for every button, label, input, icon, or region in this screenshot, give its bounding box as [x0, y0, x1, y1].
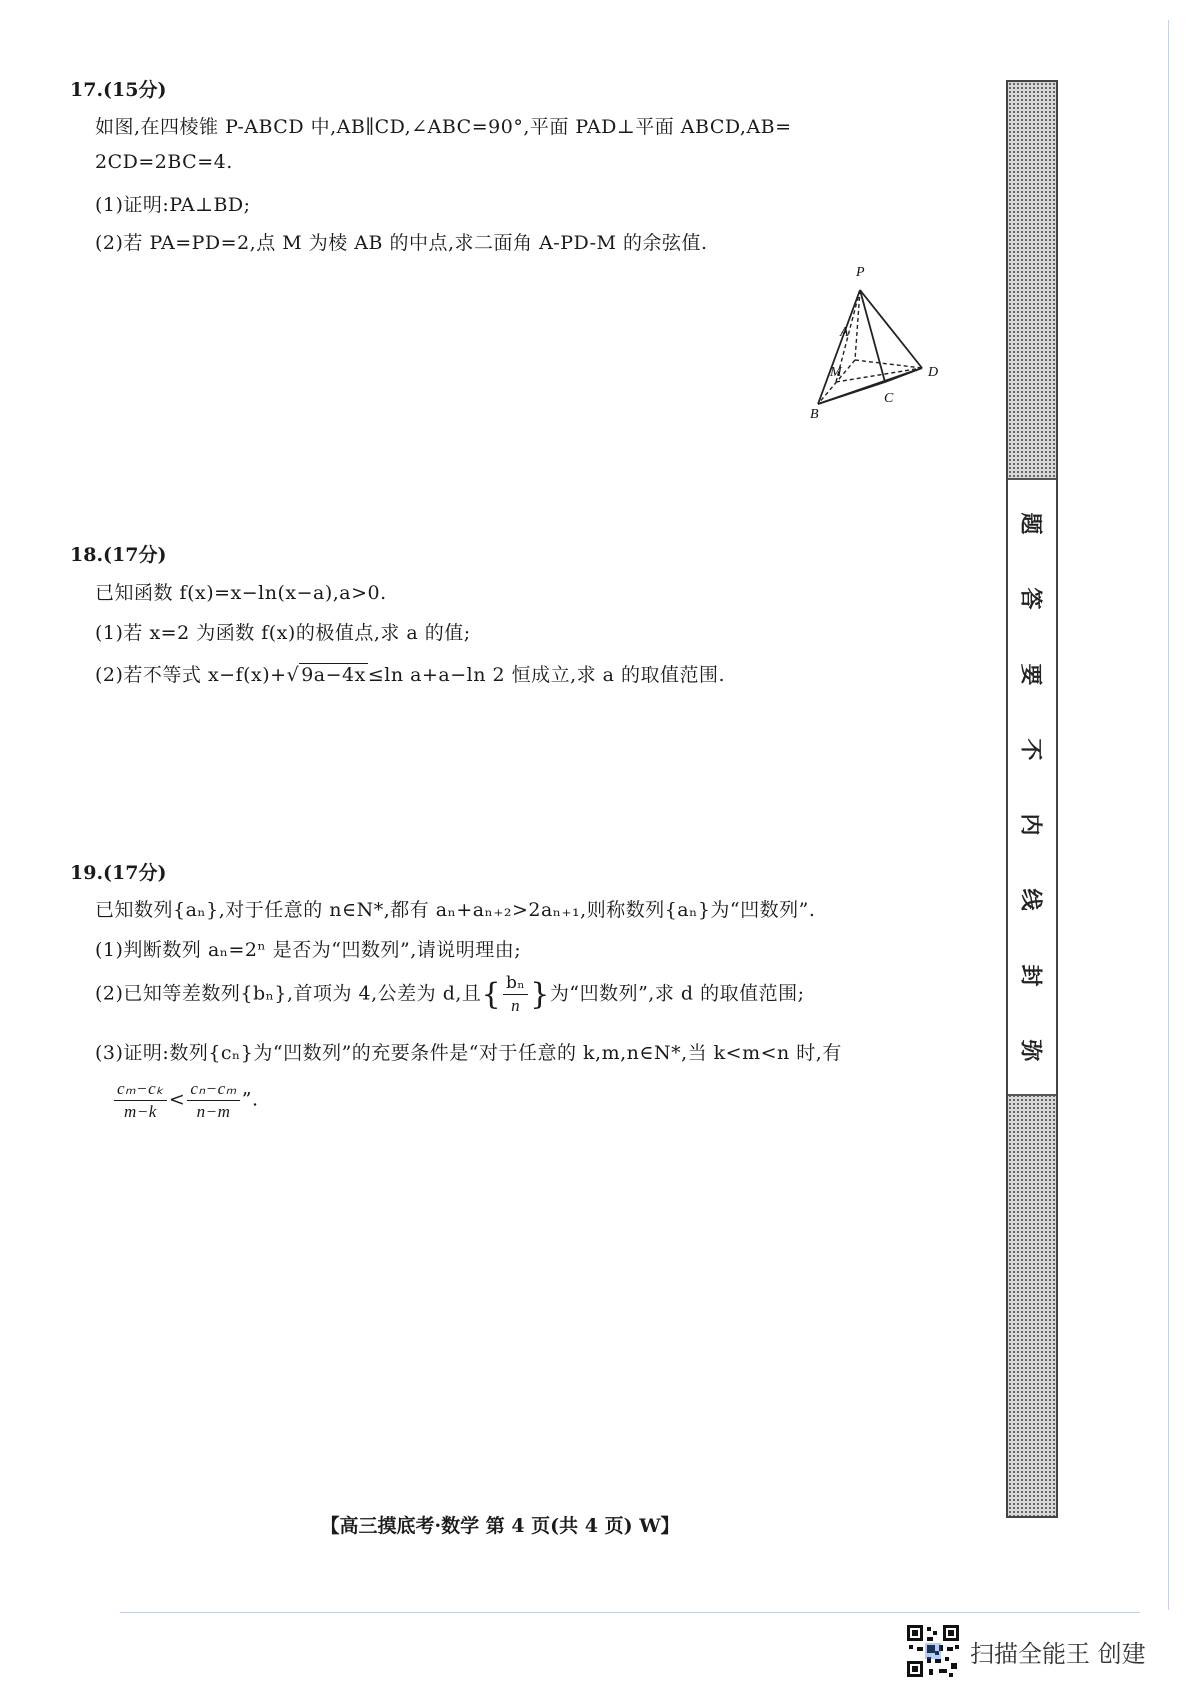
less-than-sign: < [168, 1088, 186, 1111]
edge-PC [860, 290, 885, 382]
page-footer: 【高三摸底考·数学 第 4 页(共 4 页) W】 [320, 1515, 680, 1537]
sqrt-sign: √ [286, 664, 300, 686]
fraction-bn-over-n [503, 972, 528, 1017]
q18-part-2-prefix: (2)若不等式 x−f(x)+ [95, 664, 287, 686]
fraction-denominator: m−k [124, 1102, 157, 1121]
seal-char: 答 [1017, 587, 1044, 610]
seal-char: 内 [1017, 813, 1044, 836]
seal-char: 题 [1017, 512, 1044, 535]
fraction-denominator: n−m [196, 1102, 231, 1121]
q18-part-2 [95, 660, 725, 687]
q17-part-2: (2)若 PA=PD=2,点 M 为棱 AB 的中点,求二面角 A-PD-M 的余弦值. [95, 232, 708, 254]
scan-edge-line [120, 1612, 1140, 1613]
q18-line-1: 已知函数 f(x)=x−ln(x−a),a>0. [95, 582, 387, 604]
fraction-right [187, 1078, 239, 1123]
fraction-numerator: bₙ [503, 972, 528, 995]
scanner-watermark-label: 扫描全能王 创建 [970, 1640, 1146, 1668]
scan-edge-line [1168, 20, 1169, 1610]
closing-quote: ”. [241, 1088, 259, 1111]
label-A: A [840, 325, 849, 340]
pyramid-figure [810, 260, 1000, 460]
q18-part-2-suffix: ≤ln a+a−ln 2 恒成立,求 a 的取值范围. [367, 664, 726, 686]
fraction-denominator: n [511, 996, 521, 1015]
fraction-left [114, 1078, 167, 1123]
fraction-numerator: cₙ−cₘ [187, 1078, 239, 1101]
q19-header: 19.(17分) [70, 862, 167, 884]
seal-warning-panel [1008, 478, 1056, 1096]
q17-part-1: (1)证明:PA⊥BD; [95, 194, 251, 216]
q19-line-1: 已知数列{aₙ},对于任意的 n∈N*,都有 aₙ+aₙ₊₂>2aₙ₊₁,则称数列{aₙ}为“凹数列”. [95, 899, 816, 921]
q18-header: 18.(17分) [70, 544, 167, 566]
left-brace: { [481, 977, 502, 1012]
q18-part-1: (1)若 x=2 为函数 f(x)的极值点,求 a 的值; [95, 622, 471, 644]
fraction-numerator: cₘ−cₖ [114, 1078, 167, 1101]
label-C: C [884, 391, 894, 406]
q19-part-3-inequality [112, 1078, 259, 1123]
q17-header: 17.(15分) [70, 79, 167, 101]
seal-char: 弥 [1017, 1039, 1044, 1062]
edge-MD [836, 368, 922, 382]
q19-part-2-suffix: 为“凹数列”,求 d 的取值范围; [549, 982, 805, 1005]
qr-code-icon [905, 1623, 961, 1679]
label-M: M [830, 365, 842, 380]
label-P: P [856, 265, 865, 280]
seal-char: 不 [1017, 738, 1044, 761]
q19-part-2-prefix: (2)已知等差数列{bₙ},首项为 4,公差为 d,且 [95, 982, 482, 1005]
q19-part-2 [95, 972, 805, 1017]
q17-line-2: 2CD=2BC=4. [95, 151, 233, 173]
edge-AD [855, 360, 922, 368]
q17-line-1: 如图,在四棱锥 P-ABCD 中,AB∥CD,∠ABC=90°,平面 PAD⊥平面 ABCD,AB= [95, 116, 792, 138]
edge-PB [818, 290, 860, 404]
q19-part-3: (3)证明:数列{cₙ}为“凹数列”的充要条件是“对于任意的 k,m,n∈N*,当 k<m<n 时,有 [95, 1042, 842, 1064]
seal-char: 封 [1017, 964, 1044, 987]
q19-part-1: (1)判断数列 aₙ=2ⁿ 是否为“凹数列”,请说明理由; [95, 939, 522, 961]
label-D: D [928, 365, 939, 380]
right-brace: } [530, 977, 550, 1012]
seal-char: 要 [1017, 663, 1044, 686]
label-B: B [810, 407, 819, 422]
seal-char: 线 [1017, 888, 1044, 911]
edge-PD [860, 290, 922, 368]
sqrt-radicand: 9a−4x [301, 664, 366, 686]
